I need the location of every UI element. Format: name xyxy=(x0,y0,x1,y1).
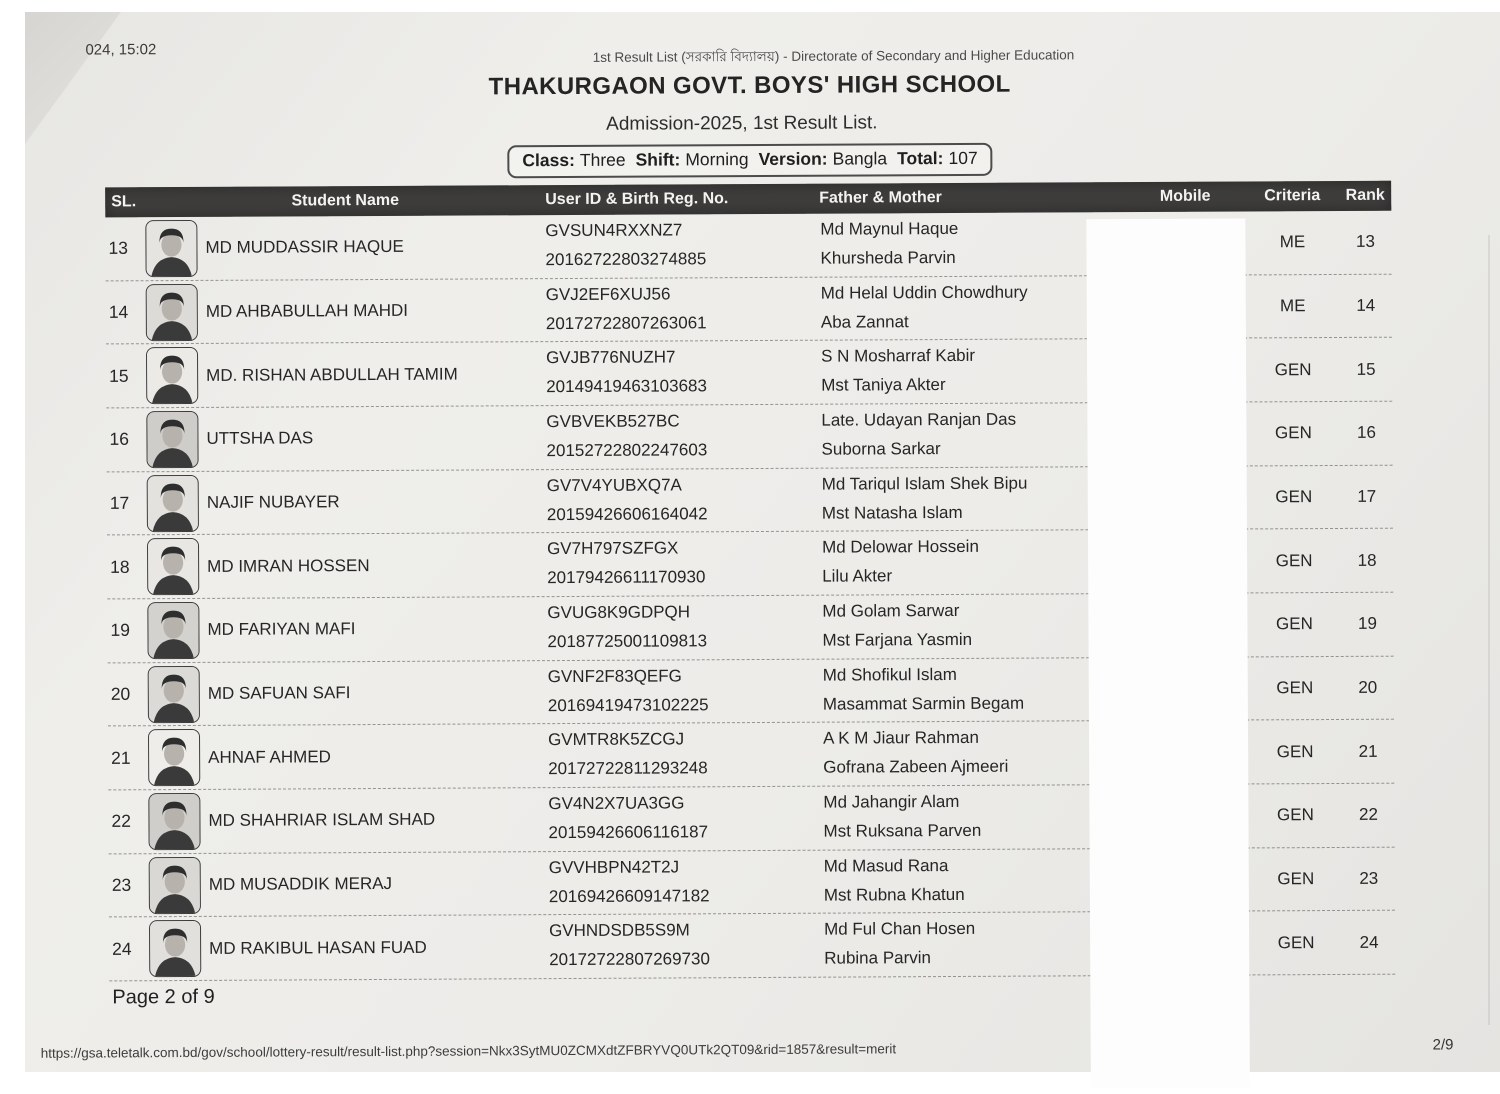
row-sl: 20 xyxy=(110,683,131,704)
user-id: GV7V4YUBXQ7A xyxy=(546,475,682,495)
student-name: MD MUDDASSIR HAQUE xyxy=(205,237,404,258)
rank-value: 21 xyxy=(1358,741,1378,761)
criteria-value: GEN xyxy=(1275,550,1313,570)
criteria-value: ME xyxy=(1279,296,1306,316)
total-value: 107 xyxy=(948,147,978,169)
mother-name: Mst Farjana Yasmin xyxy=(822,629,973,650)
mother-name: Suborna Sarkar xyxy=(821,439,941,459)
student-photo-silhouette xyxy=(148,539,198,594)
rank-value: 20 xyxy=(1358,677,1378,697)
user-id: GV7H797SZFGX xyxy=(546,538,679,559)
mother-name: Masammat Sarmin Begam xyxy=(822,693,1025,714)
student-name: MD SAFUAN SAFI xyxy=(207,683,351,703)
total-label: Total: xyxy=(897,148,944,169)
col-user-id: User ID & Birth Reg. No. xyxy=(545,190,729,209)
page-number: 2/9 xyxy=(1432,1036,1454,1054)
father-name: Md Helal Uddin Chowdhury xyxy=(820,282,1028,303)
row-sl: 23 xyxy=(111,874,132,895)
birth-reg-no: 20152722802247603 xyxy=(546,440,708,461)
student-photo xyxy=(148,793,200,850)
birth-reg-no: 20172722807269730 xyxy=(549,949,710,970)
father-name: Late. Udayan Ranjan Das xyxy=(821,409,1017,430)
father-name: Md Shofikul Islam xyxy=(822,664,957,685)
page-of-text: Page 2 of 9 xyxy=(112,985,215,1009)
row-sl: 15 xyxy=(109,365,129,386)
row-sl: 22 xyxy=(111,811,131,832)
criteria-value: GEN xyxy=(1276,741,1314,761)
father-name: Md Masud Rana xyxy=(823,855,949,876)
school-name: THAKURGAON GOVT. BOYS' HIGH SCHOOL xyxy=(488,70,1011,101)
student-photo xyxy=(147,538,199,595)
user-id: GVNF2F83QEFG xyxy=(547,666,682,686)
student-name: MD MUSADDIK MERAJ xyxy=(208,873,393,894)
mother-name: Gofrana Zabeen Ajmeeri xyxy=(823,756,1009,777)
row-sl: 16 xyxy=(109,429,129,450)
father-name: Md Tariqul Islam Shek Bipu xyxy=(821,473,1028,494)
birth-reg-no: 20172722811293248 xyxy=(548,758,708,779)
col-mobile: Mobile xyxy=(1159,187,1211,205)
student-photo xyxy=(146,284,198,341)
student-photo-silhouette xyxy=(148,603,198,658)
row-sl: 18 xyxy=(110,556,130,577)
criteria-value: GEN xyxy=(1276,678,1314,698)
birth-reg-no: 20187725001109813 xyxy=(547,631,708,652)
user-id: GVJB776NUZH7 xyxy=(545,347,676,368)
user-id: GVVHBPN42T2J xyxy=(548,856,680,877)
student-photo-silhouette xyxy=(150,921,200,976)
col-student-name: Student Name xyxy=(291,191,400,210)
rank-value: 23 xyxy=(1359,868,1379,888)
criteria-value: GEN xyxy=(1274,423,1312,443)
father-name: S N Mosharraf Kabir xyxy=(820,346,976,366)
criteria-value: GEN xyxy=(1274,359,1312,379)
student-photo xyxy=(149,856,201,913)
birth-reg-no: 20149419463103683 xyxy=(546,376,707,397)
student-photo-silhouette xyxy=(146,221,196,276)
user-id: GVBVEKB527BC xyxy=(546,411,680,432)
criteria-value: GEN xyxy=(1275,487,1313,507)
father-name: Md Jahangir Alam xyxy=(823,791,960,812)
student-name: NAJIF NUBAYER xyxy=(206,492,340,512)
student-photo-silhouette xyxy=(150,858,200,913)
student-photo xyxy=(149,920,201,977)
student-name: AHNAF AHMED xyxy=(208,746,331,767)
rank-value: 17 xyxy=(1357,486,1377,506)
shift-label: Shift: xyxy=(635,149,681,170)
user-id: GV4N2X7UA3GG xyxy=(548,793,685,814)
father-name: Md Ful Chan Hosen xyxy=(823,919,976,939)
student-name: UTTSHA DAS xyxy=(206,428,314,449)
father-name: Md Delowar Hossein xyxy=(821,537,979,557)
student-name: MD AHBABULLAH MAHDI xyxy=(205,300,409,321)
criteria-value: GEN xyxy=(1277,868,1315,889)
user-id: GVJ2EF6XUJ56 xyxy=(545,284,671,304)
col-sl: SL. xyxy=(111,193,137,211)
mother-name: Mst Natasha Islam xyxy=(821,502,963,523)
user-id: GVMTR8K5ZCGJ xyxy=(547,729,685,750)
mother-name: Mst Ruksana Parven xyxy=(823,820,982,841)
birth-reg-no: 20172722807263061 xyxy=(545,312,707,333)
student-photo xyxy=(145,220,197,277)
footer-url: https://gsa.teletalk.com.bd/gov/school/lottery-result/result-list.php?session=Nkx3SytMU0ZCMXdtZFBRYVQ0UTk2QT09&rid=1857&result=merit xyxy=(40,1041,897,1061)
student-name: MD RAKIBUL HASAN FUAD xyxy=(209,937,427,958)
student-photo-silhouette xyxy=(147,348,197,403)
student-photo xyxy=(146,347,198,404)
user-id: GVHNDSDB5S9M xyxy=(548,920,690,941)
father-name: Md Golam Sarwar xyxy=(822,600,960,621)
student-photo-silhouette xyxy=(147,285,197,340)
student-photo-silhouette xyxy=(147,412,197,467)
row-sl: 14 xyxy=(108,301,129,322)
criteria-value: GEN xyxy=(1277,932,1315,952)
student-photo-silhouette xyxy=(149,794,199,849)
rank-value: 16 xyxy=(1356,423,1376,443)
criteria-value: GEN xyxy=(1276,805,1314,825)
student-photo xyxy=(148,666,200,723)
row-sl: 19 xyxy=(110,620,130,641)
admission-subtitle: Admission-2025, 1st Result List. xyxy=(606,112,878,135)
birth-reg-no: 20169426609147182 xyxy=(548,885,710,906)
student-photo xyxy=(148,729,200,786)
criteria-value: ME xyxy=(1279,232,1306,252)
mobile-redaction-overlay xyxy=(1086,218,1250,1088)
rank-value: 19 xyxy=(1357,614,1377,634)
student-name: MD IMRAN HOSSEN xyxy=(207,555,370,576)
row-sl: 21 xyxy=(111,747,131,768)
birth-reg-no: 20162722803274885 xyxy=(545,249,707,270)
row-sl: 13 xyxy=(108,238,128,259)
student-photo xyxy=(146,411,198,468)
class-info-box xyxy=(507,143,992,179)
row-sl: 24 xyxy=(112,938,132,959)
mother-name: Lilu Akter xyxy=(822,566,893,586)
student-photo-silhouette xyxy=(149,730,199,785)
shift-value: Morning xyxy=(685,149,749,170)
birth-reg-no: 20179426611170930 xyxy=(547,567,706,588)
version-value: Bangla xyxy=(832,148,888,169)
mother-name: Aba Zannat xyxy=(820,311,909,332)
birth-reg-no: 20159426606116187 xyxy=(548,822,709,843)
student-photo xyxy=(147,475,199,532)
father-name: A K M Jiaur Rahman xyxy=(822,728,979,748)
father-name: Md Maynul Haque xyxy=(820,218,959,239)
rank-value: 22 xyxy=(1358,805,1378,825)
rank-value: 18 xyxy=(1357,550,1377,570)
birth-reg-no: 20169419473102225 xyxy=(547,694,709,715)
birth-reg-no: 20159426606164042 xyxy=(546,503,708,524)
rank-value: 14 xyxy=(1356,295,1376,315)
col-father-mother: Father & Mother xyxy=(819,189,942,207)
rank-value: 13 xyxy=(1355,232,1375,252)
student-photo-silhouette xyxy=(148,476,198,531)
student-photo-silhouette xyxy=(149,667,199,722)
print-datetime: 024, 15:02 xyxy=(85,41,157,59)
rank-value: 24 xyxy=(1359,932,1379,952)
col-criteria: Criteria xyxy=(1264,187,1321,205)
criteria-value: GEN xyxy=(1275,614,1313,634)
class-value: Three xyxy=(579,149,626,170)
col-rank: Rank xyxy=(1345,186,1385,204)
mother-name: Mst Taniya Akter xyxy=(821,375,946,395)
row-sl: 17 xyxy=(109,492,130,513)
user-id: GVUG8K9GDPQH xyxy=(547,602,691,623)
mother-name: Mst Rubna Khatun xyxy=(823,884,965,905)
student-name: MD. RISHAN ABDULLAH TAMIM xyxy=(206,364,458,385)
user-id: GVSUN4RXXNZ7 xyxy=(545,220,683,241)
doc-header-line: 1st Result List (সরকারি বিদ্যালয়) - Directorate of Secondary and Higher Education xyxy=(592,47,1075,65)
mother-name: Rubina Parvin xyxy=(824,948,932,968)
version-label: Version: xyxy=(758,148,828,170)
rank-value: 15 xyxy=(1356,359,1376,379)
student-name: MD FARIYAN MAFI xyxy=(207,619,356,640)
student-name: MD SHAHRIAR ISLAM SHAD xyxy=(208,809,436,831)
class-label: Class: xyxy=(522,149,575,171)
mother-name: Khursheda Parvin xyxy=(820,247,956,268)
student-photo xyxy=(147,602,199,659)
